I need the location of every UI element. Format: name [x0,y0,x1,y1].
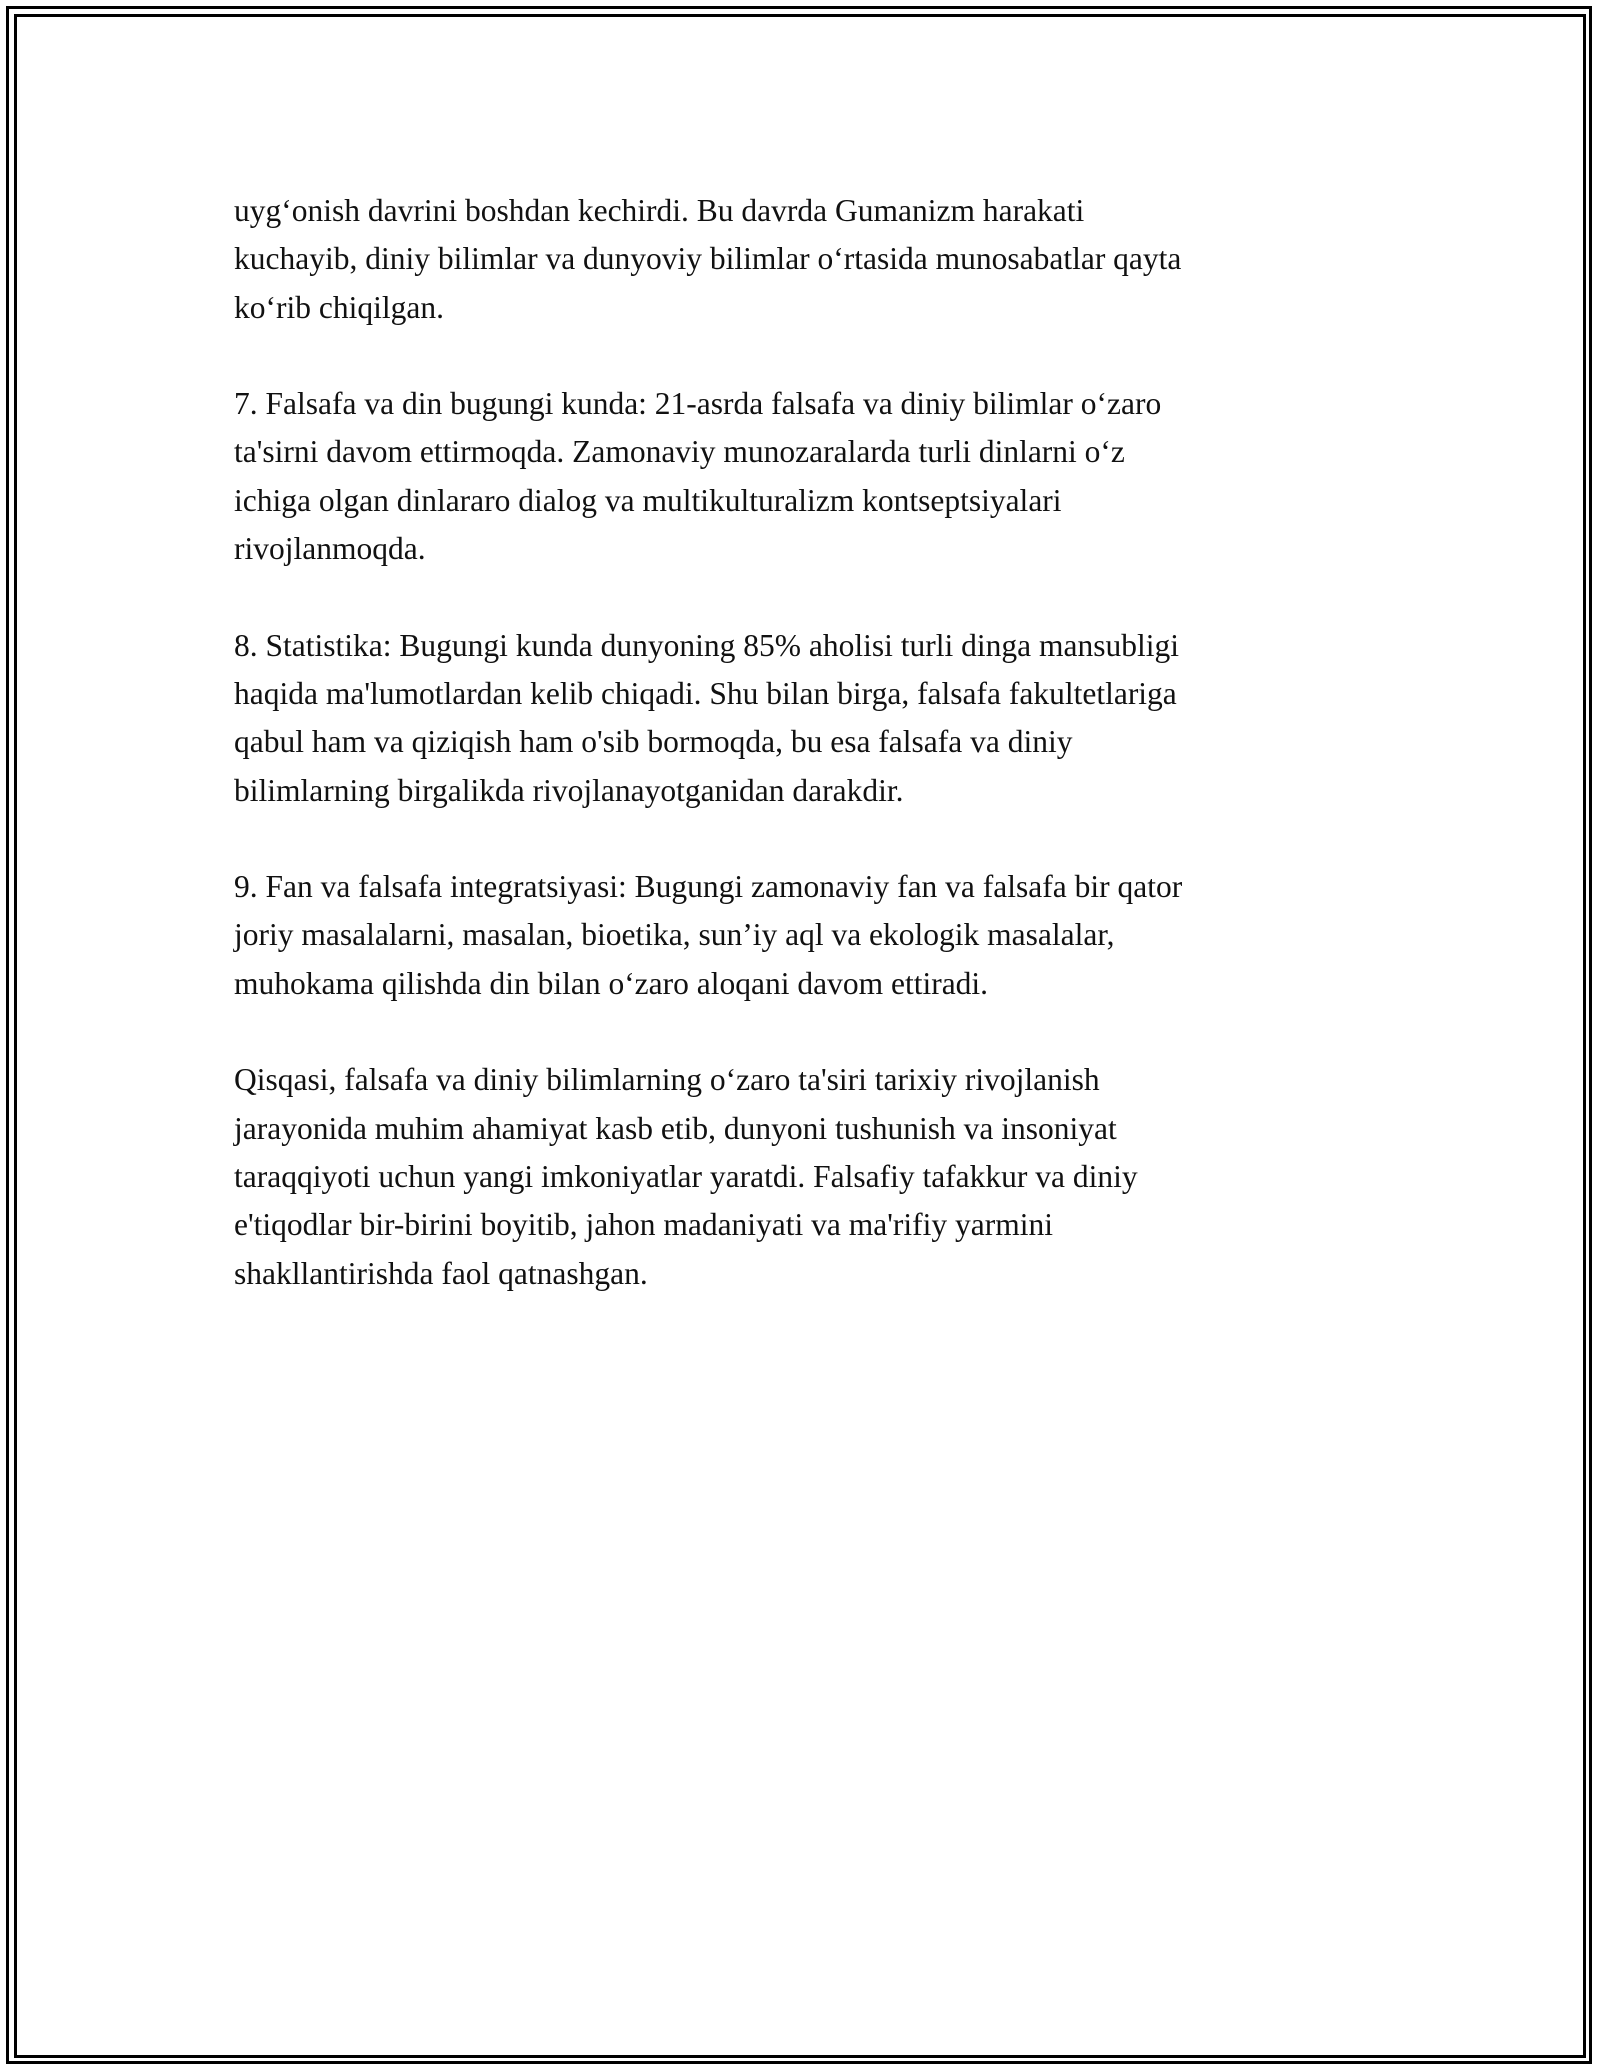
document-body [234,187,1354,1346]
paragraph-summary: Qisqasi, falsafa va diniy bilimlarning o‘zaro ta'siri tarixiy rivojlanish jarayonida muhim ahamiyat kasb etib, dunyoni tushunish va insoniyat taraqqiyoti uchun yangi imkoniyatlar yaratdi. Falsafiy tafakkur va diniy e'tiqodlar bir-birini boyitib, jahon madaniyati va ma'rifiy yarmini shakllantirishda faol qatnashgan. [234,1062,1138,1291]
paragraph-philosophy-religion-today: 7. Falsafa va din bugungi kunda: 21-asrda falsafa va diniy bilimlar o‘zaro ta'sirni davom ettirmoqda. Zamonaviy munozaralarda turli dinlarni o‘z ichiga olgan dinlararo dialog va multikulturalizm kontseptsiyalari rivojlanmoqda. [234,386,1162,567]
paragraph-statistics: 8. Statistika: Bugungi kunda dunyoning 85% aholisi turli dinga mansubligi haqida ma'lumotlardan kelib chiqadi. Shu bilan birga, falsafa fakultetlariga qabul ham va qiziqish ham o'sib bormoqda, bu esa falsafa va diniy bilimlarning birgalikda rivojlanayotganidan darakdir. [234,627,1179,808]
paragraph-science-integration: 9. Fan va falsafa integratsiyasi: Bugungi zamonaviy fan va falsafa bir qator joriy masalalarni, masalan, bioetika, sun’iy aql va ekologik masalalar, muhokama qilishda din bilan o‘zaro aloqani davom ettiradi. [234,869,1183,1001]
paragraph-renaissance: uyg‘onish davrini boshdan kechirdi. Bu davrda Gumanizm harakati kuchayib, diniy bilimlar va dunyoviy bilimlar o‘rtasida munosabatlar qayta ko‘rib chiqilgan. [234,193,1182,325]
